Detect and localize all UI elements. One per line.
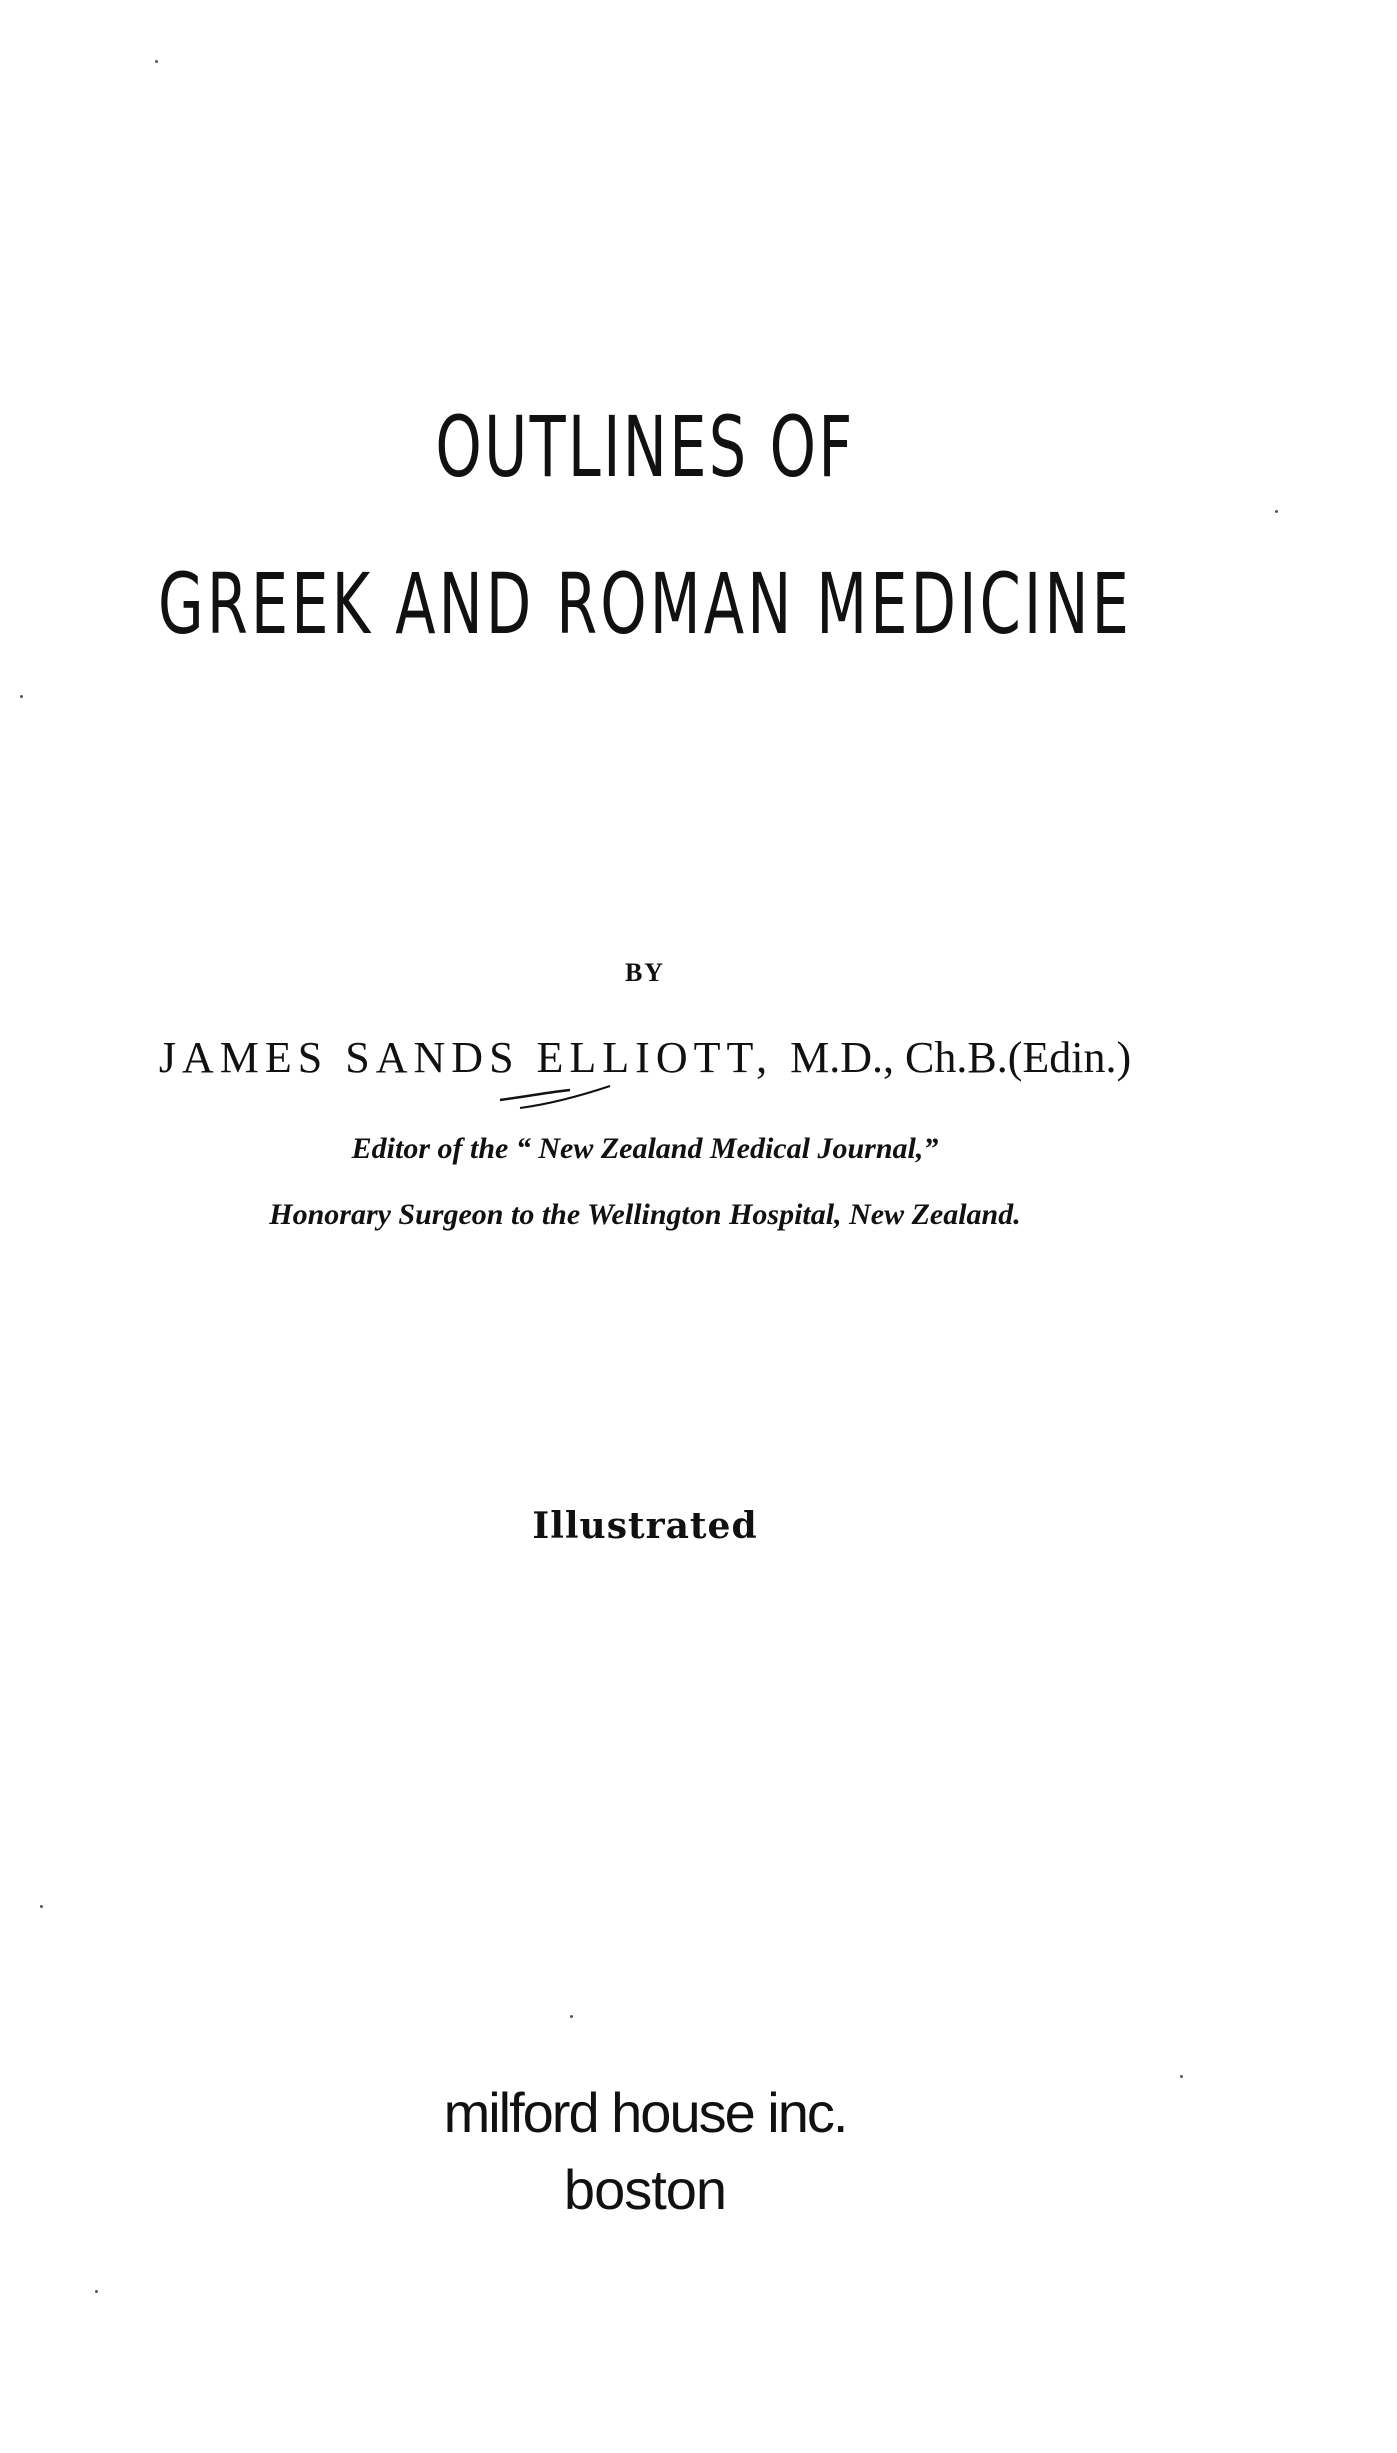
paper-speck [155,60,158,63]
paper-speck [1275,510,1278,513]
publisher-city: boston [563,2158,727,2221]
title-line-2: GREEK AND ROMAN MEDICINE [158,555,1132,653]
illustrated-label: Illustrated [532,1505,758,1547]
author-role-surgeon: Honorary Surgeon to the Wellington Hospital, New Zealand. [269,1198,1021,1231]
by-label: BY [624,958,666,987]
author-name: JAMES SANDS ELLIOTT, [158,1033,774,1082]
title-line-1: OUTLINES OF [435,398,855,496]
paper-speck [1180,2075,1183,2078]
pen-mark-underline [490,1078,630,1118]
author-degrees: M.D., Ch.B.(Edin.) [790,1033,1132,1082]
paper-speck [570,2015,573,2018]
publisher-name: milford house inc. [443,2081,847,2144]
author-role-editor: Editor of the “ New Zealand Medical Journal,” [351,1132,939,1165]
author-line [0,1032,1290,1083]
paper-speck [40,1905,43,1908]
paper-speck [20,695,23,698]
paper-speck [95,2290,98,2293]
